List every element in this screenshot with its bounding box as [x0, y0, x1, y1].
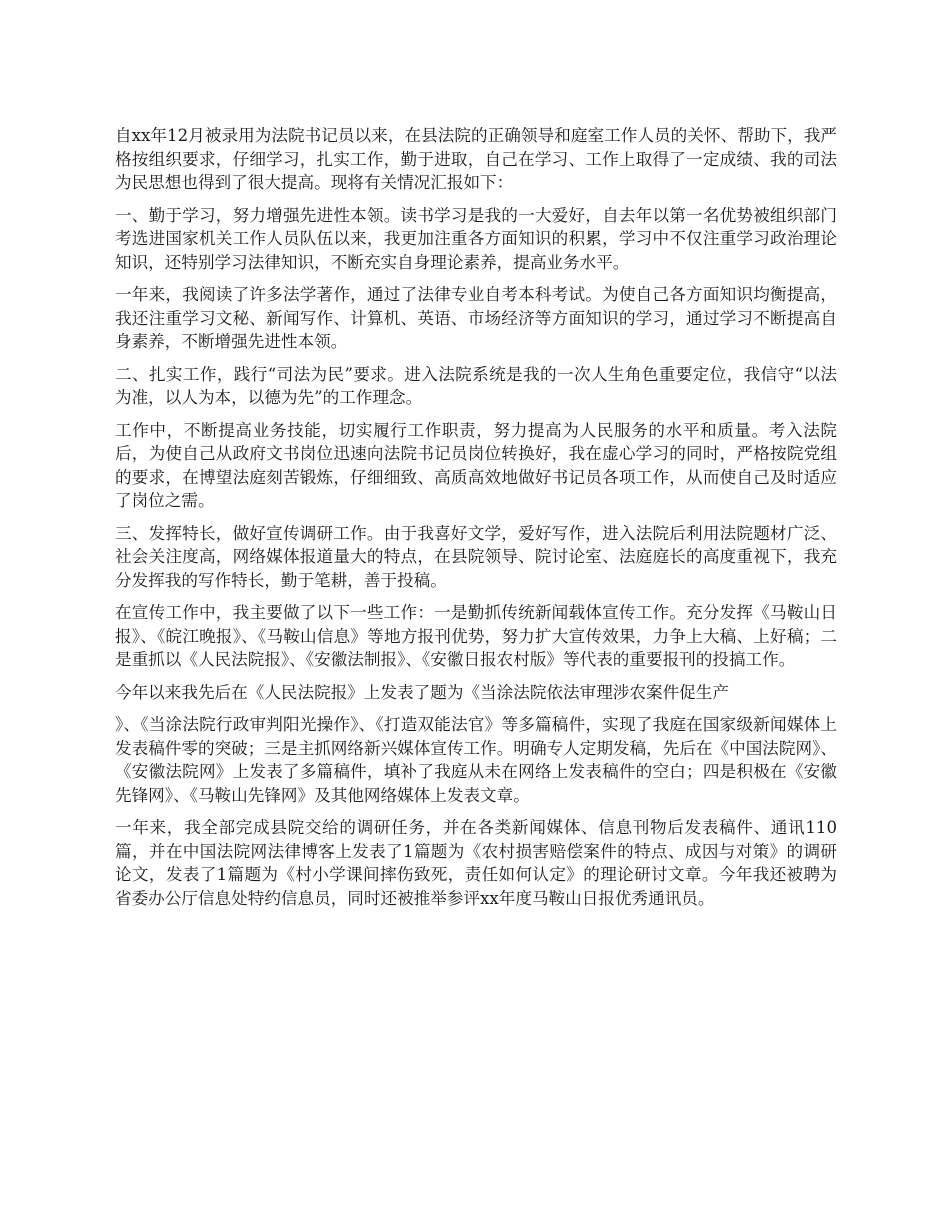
paragraph-intro: 自xx年12月被录用为法院书记员以来，在县法院的正确领导和庭室工作人员的关怀、帮助下，我严格按组织要求，仔细学习，扎实工作，勤于进取，自己在学习、工作上取得了一定成绩、我的司法为民思想也得到了很大提高。现将有关情况汇报如下：: [115, 126, 837, 192]
paragraph-publicity-detail: 在宣传工作中，我主要做了以下一些工作：一是勤抓传统新闻载体宣传工作。充分发挥《马鞍山日报》、《皖江晚报》、《马鞍山信息》等地方报刊优势，努力扩大宣传效果，力争上大稿、上好稿；二是重抓以《人民法院报》、《安徽法制报》、《安徽日报农村版》等代表的重要报刊的投搞工作。: [115, 603, 837, 669]
paragraph-work: 二、扎实工作，践行“司法为民”要求。进入法院系统是我的一次人生角色重要定位，我信守“以法为准，以人为本，以德为先”的工作理念。: [115, 364, 837, 407]
paragraph-publications-continued: 》、《当涂法院行政审判阳光操作》、《打造双能法官》等多篇稿件，实现了我庭在国家级新闻媒体上发表稿件零的突破；三是主抓网络新兴媒体宣传工作。明确专人定期发稿，先后在《中国法院网》、《安徽法院网》上发表了多篇稿件，填补了我庭从未在网络上发表稿件的空白；四是积极在《安徽先锋网》、《马鞍山先锋网》及其他网络媒体上发表文章。: [115, 715, 837, 805]
paragraph-work-detail: 工作中，不断提高业务技能，切实履行工作职责，努力提高为人民服务的水平和质量。考入法院后，为使自己从政府文书岗位迅速向法院书记员岗位转换好，我在虚心学习的同时，严格按院党组的要求，在博望法庭刻苦锻炼，仔细细致、高质高效地做好书记员各项工作，从而使自己及时适应了岗位之需。: [115, 420, 837, 510]
document-body: [115, 124, 837, 919]
paragraph-publications-start: 今年以来我先后在《人民法院报》上发表了题为《当涂法院依法审理涉农案件促生产: [115, 682, 729, 702]
paragraph-research: 一年来，我全部完成县院交给的调研任务，并在各类新闻媒体、信息刊物后发表稿件、通讯110篇，并在中国法院网法律博客上发表了1篇题为《农村损害赔偿案件的特点、成因与对策》的调研论文，发表了1篇题为《村小学课间摔伤致死，责任如何认定》的理论研讨文章。今年我还被聘为省委办公厅信息处特约信息员，同时还被推举参评xx年度马鞍山日报优秀通讯员。: [115, 818, 837, 908]
paragraph-study-detail: 一年来，我阅读了许多法学著作，通过了法律专业自考本科考试。为使自己各方面知识均衡提高，我还注重学习文秘、新闻写作、计算机、英语、市场经济等方面知识的学习，通过学习不断提高自身素养，不断增强先进性本领。: [115, 285, 837, 351]
paragraph-publicity: 三、发挥特长，做好宣传调研工作。由于我喜好文学，爱好写作，进入法院后利用法院题材广泛、社会关注度高，网络媒体报道量大的特点，在县院领导、院讨论室、法庭庭长的高度重视下，我充分发挥我的写作特长，勤于笔耕，善于投稿。: [115, 523, 837, 590]
paragraph-study: 一、勤于学习，努力增强先进性本领。读书学习是我的一大爱好，自去年以第一名优势被组织部门考选进国家机关工作人员队伍以来，我更加注重各方面知识的积累，学习中不仅注重学习政治理论知识，还特别学习法律知识，不断充实自身理论素养，提高业务水平。: [115, 205, 837, 272]
